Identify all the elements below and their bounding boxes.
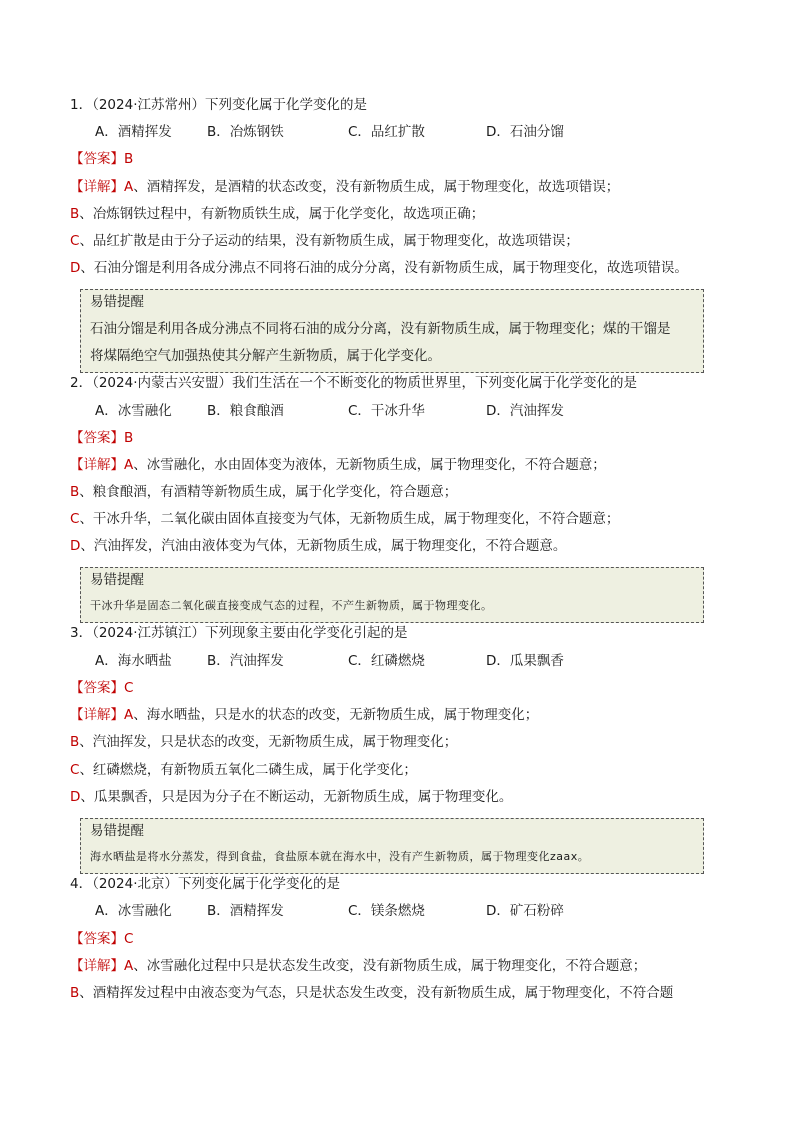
- choice-b: B．粮食酿酒: [207, 403, 284, 419]
- choice-b: B．酒精挥发: [207, 903, 284, 919]
- detail-line: [70, 705, 538, 725]
- detail-text: 、冶炼钢铁过程中，有新物质铁生成，属于化学变化，故选项正确；: [79, 206, 485, 222]
- tip-text: 干冰升华是固态二氧化碳直接变成气态的过程，不产生新物质，属于物理变化。: [90, 599, 493, 612]
- answer-value: B: [124, 430, 134, 446]
- choice-d: D．汽油挥发: [486, 403, 564, 419]
- detail-text: 、汽油挥发，汽油由液体变为气体，无新物质生成，属于物理变化，不符合题意。: [80, 538, 567, 554]
- tip-box: [80, 289, 704, 373]
- detail-text: 、冰雪融化，水由固体变为液体，无新物质生成，属于物理变化，不符合题意；: [133, 457, 606, 473]
- answer-label: 【答案】: [70, 931, 124, 947]
- answer-value: C: [124, 680, 134, 696]
- choice-c: C．品红扩散: [348, 124, 425, 140]
- detail-line: [70, 258, 688, 278]
- detail-letter: D: [70, 538, 81, 554]
- detail-line: [70, 509, 619, 529]
- answer-line: [70, 929, 133, 949]
- tip-title: 易错提醒: [90, 572, 144, 588]
- detail-text: 、瓜果飘香，只是因为分子在不断运动，无新物质生成，属于物理变化。: [80, 789, 513, 805]
- detail-text: 、品红扩散是由于分子运动的结果，没有新物质生成，属于物理变化，故选项错误；: [79, 233, 579, 249]
- choice-c: C．干冰升华: [348, 403, 425, 419]
- question-stem: 3．（2024·江苏镇江）下列现象主要由化学变化引起的是: [70, 625, 408, 641]
- answer-value: B: [124, 151, 134, 167]
- choice-row: [95, 122, 735, 142]
- detail-letter: B: [70, 484, 80, 500]
- detail-text: 、酒精挥发，是酒精的状态改变，没有新物质生成，属于物理变化，故选项错误；: [133, 179, 620, 195]
- answer-line: [70, 678, 133, 698]
- choice-d: D．瓜果飘香: [486, 653, 564, 669]
- choice-a: A．冰雪融化: [95, 403, 172, 419]
- answer-line: [70, 428, 133, 448]
- choice-a: A．海水晒盐: [95, 653, 172, 669]
- detail-letter: B: [70, 985, 80, 1001]
- choice-b: B．冶炼钢铁: [207, 124, 284, 140]
- detail-text: 、酒精挥发过程中由液态变为气态，只是状态发生改变，没有新物质生成，属于物理变化，不符合题: [79, 985, 674, 1001]
- choice-b: B．汽油挥发: [207, 653, 284, 669]
- detail-label: 【详解】: [70, 179, 124, 195]
- detail-letter: A: [124, 457, 134, 473]
- answer-line: [70, 149, 133, 169]
- tip-text: 石油分馏是利用各成分沸点不同将石油的成分分离，没有新物质生成，属于物理变化；煤的干馏是: [90, 321, 671, 337]
- detail-letter: C: [70, 762, 80, 778]
- detail-letter: D: [70, 260, 81, 276]
- choice-c: C．红磷燃烧: [348, 653, 425, 669]
- detail-letter: D: [70, 789, 81, 805]
- detail-line: [70, 760, 417, 780]
- tip-box: [80, 567, 704, 623]
- detail-line: [70, 231, 579, 251]
- detail-letter: A: [124, 707, 134, 723]
- detail-label: 【详解】: [70, 707, 124, 723]
- tip-text: 海水晒盐是将水分蒸发，得到食盐，食盐原本就在海水中，没有产生新物质，属于物理变化zaax。: [90, 850, 590, 863]
- detail-line: [70, 455, 606, 475]
- detail-label: 【详解】: [70, 958, 124, 974]
- choice-row: [95, 651, 735, 671]
- choice-a: A．冰雪融化: [95, 903, 172, 919]
- detail-line: [70, 177, 619, 197]
- answer-value: C: [124, 931, 134, 947]
- detail-text: 、粮食酿酒，有酒精等新物质生成，属于化学变化，符合题意；: [79, 484, 458, 500]
- detail-letter: A: [124, 958, 134, 974]
- tip-box: [80, 818, 704, 874]
- detail-label: 【详解】: [70, 457, 124, 473]
- choice-d: D．矿石粉碎: [486, 903, 564, 919]
- detail-line: [70, 204, 484, 224]
- tip-title: 易错提醒: [90, 823, 144, 839]
- question-stem: 4．（2024·北京）下列变化属于化学变化的是: [70, 876, 340, 892]
- detail-letter: A: [124, 179, 134, 195]
- detail-text: 、石油分馏是利用各成分沸点不同将石油的成分分离，没有新物质生成，属于物理变化，故选项错误。: [80, 260, 688, 276]
- tip-text: 将煤隔绝空气加强热使其分解产生新物质，属于化学变化。: [90, 348, 441, 364]
- answer-label: 【答案】: [70, 680, 124, 696]
- choice-c: C．镁条燃烧: [348, 903, 425, 919]
- detail-line: [70, 482, 457, 502]
- detail-text: 、汽油挥发，只是状态的改变，无新物质生成，属于物理变化；: [79, 734, 458, 750]
- detail-text: 、干冰升华，二氧化碳由固体直接变为气体，无新物质生成，属于物理变化，不符合题意；: [79, 511, 620, 527]
- detail-letter: C: [70, 511, 80, 527]
- choice-row: [95, 901, 735, 921]
- choice-d: D．石油分馏: [486, 124, 564, 140]
- detail-text: 、海水晒盐，只是水的状态的改变，无新物质生成，属于物理变化；: [133, 707, 539, 723]
- answer-label: 【答案】: [70, 151, 124, 167]
- detail-line: [70, 956, 646, 976]
- detail-line: [70, 787, 512, 807]
- detail-letter: C: [70, 233, 80, 249]
- question-stem: 2．（2024·内蒙古兴安盟）我们生活在一个不断变化的物质世界里，下列变化属于化学变化的是: [70, 375, 637, 391]
- detail-letter: B: [70, 206, 80, 222]
- detail-text: 、红磷燃烧，有新物质五氧化二磷生成，属于化学变化；: [79, 762, 417, 778]
- answer-label: 【答案】: [70, 430, 124, 446]
- detail-line: [70, 983, 673, 1003]
- detail-line: [70, 536, 566, 556]
- detail-line: [70, 732, 457, 752]
- choice-a: A．酒精挥发: [95, 124, 172, 140]
- detail-text: 、冰雪融化过程中只是状态发生改变，没有新物质生成，属于物理变化，不符合题意；: [133, 958, 647, 974]
- choice-row: [95, 401, 735, 421]
- question-stem: 1．（2024·江苏常州）下列变化属于化学变化的是: [70, 97, 367, 113]
- detail-letter: B: [70, 734, 80, 750]
- tip-title: 易错提醒: [90, 294, 144, 310]
